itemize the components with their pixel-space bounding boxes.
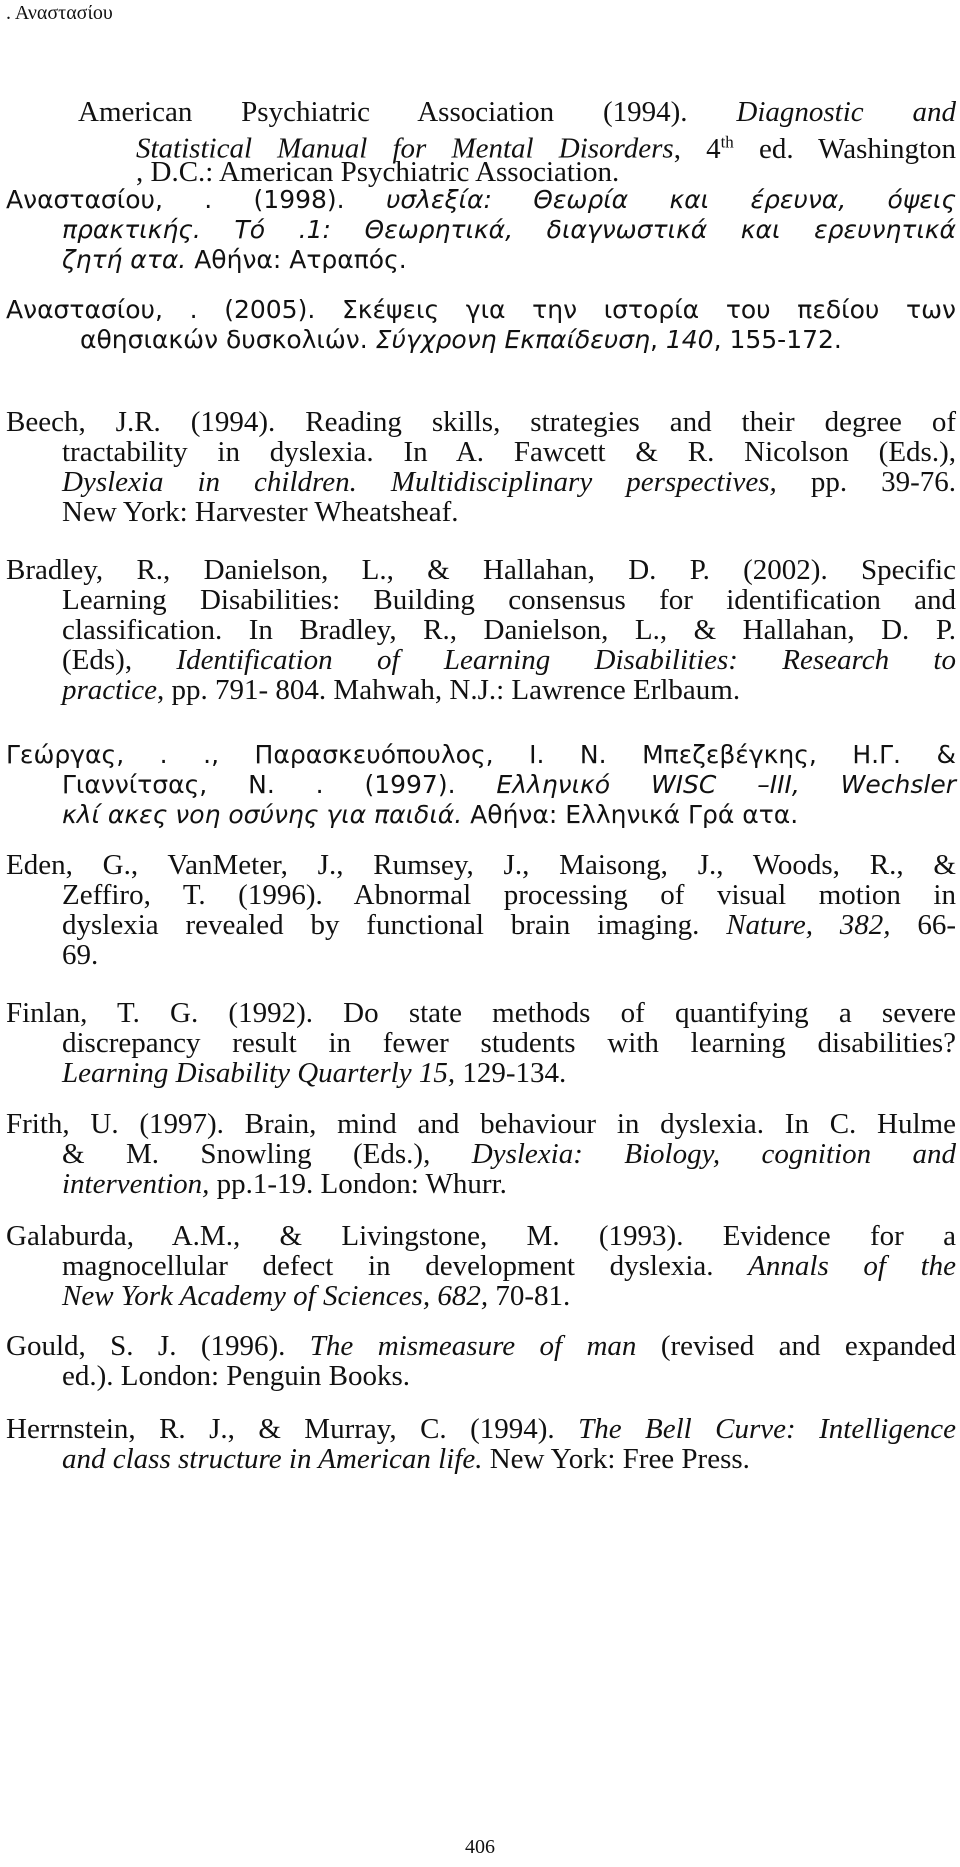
italic-segment: New York Academy of Sciences, 682,	[62, 1280, 489, 1312]
reference-line	[62, 495, 458, 529]
text-segment: Finlan, T. G. (1992). Do state methods of quantifying a severe	[6, 997, 956, 1029]
reference-line	[62, 1359, 410, 1393]
text-segment: Αθήνα: Ατραπός.	[186, 245, 407, 274]
italic-segment: Diagnostic and	[736, 96, 956, 128]
text-segment: Αναστασίου, . (1998).	[6, 185, 386, 214]
italic-segment: πρακτικής. Τό .1: Θεωρητικά, διαγνωστικά και ερευνητικά	[62, 215, 956, 244]
italic-segment: The Bell Curve: Intelligence	[578, 1413, 956, 1445]
text-segment: American Psychiatric Association (1994).	[78, 96, 737, 128]
reference-line	[62, 673, 740, 707]
reference-line	[6, 1329, 956, 1363]
text-segment: Eden, G., VanMeter, J., Rumsey, J., Maisong, J., Woods, R., &	[6, 849, 956, 881]
reference-line	[62, 1279, 570, 1313]
italic-segment: κλί ακες νοη οσύνης για παιδιά.	[62, 800, 463, 829]
reference-line	[6, 996, 956, 1030]
text-segment: Frith, U. (1997). Brain, mind and behaviour in dyslexia. In C. Hulme	[6, 1108, 956, 1140]
reference-line	[62, 613, 956, 647]
italic-segment: Statistical Manual for Mental Disorders	[136, 132, 674, 165]
text-segment: , pp. 791- 804. Mahwah, N.J.: Lawrence Erlbaum.	[157, 674, 741, 706]
text-segment: Αθήνα: Ελληνικά Γρά ατα.	[462, 800, 799, 829]
page-number: 406	[465, 1836, 495, 1858]
italic-segment: Dyslexia in children. Multidisciplinary perspectives,	[62, 466, 777, 498]
text-segment: , D.C.: American Psychiatric Association.	[136, 156, 620, 188]
text-segment: Zeffiro, T. (1996). Abnormal processing of visual motion in	[62, 879, 956, 911]
reference-line	[78, 95, 956, 129]
reference-line	[6, 293, 956, 327]
reference-line	[62, 878, 956, 912]
text-segment: pp.1-19. London: Whurr.	[209, 1168, 507, 1200]
reference-line	[62, 213, 956, 247]
text-segment: discrepancy result in fewer students with learning disabilities?	[62, 1027, 956, 1059]
reference-line	[6, 848, 956, 882]
reference-line	[62, 798, 798, 832]
italic-segment: Annals of the	[748, 1250, 957, 1282]
text-segment: magnocellular defect in development dyslexia.	[62, 1250, 749, 1282]
italic-segment: The mismeasure of man	[309, 1330, 637, 1362]
text-segment: 69.	[62, 939, 99, 971]
text-segment: classification. In Bradley, R., Danielson, L., & Hallahan, D. P.	[62, 614, 956, 646]
italic-segment: υσλεξία: Θεωρία και έρευνα, όψεις	[385, 185, 956, 214]
reference-line	[80, 323, 842, 357]
text-segment: αθησιακών δυσκολιών.	[80, 325, 376, 354]
text-segment: Learning Disabilities: Building consensus for identification and	[62, 584, 956, 616]
reference-line	[62, 908, 956, 942]
reference-line	[62, 583, 956, 617]
text-segment: Γεώργας, . ., Παρασκευόπουλος, Ι. Ν. Μπεζεβέγκης, Η.Γ. &	[6, 740, 956, 769]
text-segment: Galaburda, A.M., & Livingstone, M. (1993). Evidence for a	[6, 1220, 956, 1252]
text-segment: , 155-172.	[713, 325, 842, 354]
italic-segment: and class structure in American life.	[62, 1443, 483, 1475]
reference-line	[6, 1107, 956, 1141]
running-header: . Αναστασίου	[6, 2, 113, 24]
italic-segment: intervention,	[62, 1168, 210, 1200]
text-segment: dyslexia revealed by functional brain imaging.	[62, 909, 727, 941]
text-segment: New York: Free Press.	[482, 1443, 750, 1475]
text-segment: tractability in dyslexia. In A. Fawcett & R. Nicolson (Eds.),	[62, 436, 956, 468]
text-segment: (revised and expanded	[636, 1330, 956, 1362]
text-segment: New York: Harvester Wheatsheaf.	[62, 496, 459, 528]
reference-line	[62, 1137, 956, 1171]
text-segment: (Eds),	[62, 644, 177, 676]
reference-line	[62, 243, 407, 277]
italic-segment: Learning Disability Quarterly 15,	[62, 1057, 456, 1089]
reference-line	[6, 738, 956, 772]
reference-line	[6, 1219, 956, 1253]
reference-line	[62, 435, 956, 469]
italic-segment: Nature, 382,	[726, 909, 891, 941]
italic-segment: ζητή ατα.	[62, 245, 187, 274]
reference-line	[62, 1026, 956, 1060]
text-segment: 70-81.	[488, 1280, 571, 1312]
text-segment: Bradley, R., Danielson, L., & Hallahan, D. P. (2002). Specific	[6, 554, 956, 586]
italic-segment: 140	[665, 325, 714, 354]
reference-line	[62, 1167, 507, 1201]
italic-segment: practice	[62, 674, 158, 706]
reference-line	[62, 1249, 956, 1283]
text-segment: ed.). London: Penguin Books.	[62, 1360, 410, 1392]
text-segment: pp. 39-76.	[776, 466, 956, 498]
text-segment: Beech, J.R. (1994). Reading skills, strategies and their degree of	[6, 406, 956, 438]
text-segment: 129-134.	[455, 1057, 567, 1089]
text-segment: , 4th ed. Washington	[673, 132, 957, 165]
text-segment: ,	[649, 325, 666, 354]
text-segment: Herrnstein, R. J., & Murray, C. (1994).	[6, 1413, 579, 1445]
reference-line	[6, 1412, 956, 1446]
reference-line	[6, 405, 956, 439]
reference-line	[62, 465, 956, 499]
italic-segment: Ελληνικό WISC –III, Wechsler	[496, 770, 956, 799]
reference-line	[62, 1442, 750, 1476]
reference-line	[62, 643, 956, 677]
reference-line	[62, 768, 956, 802]
italic-segment: Dyslexia: Biology, cognition and	[471, 1138, 956, 1170]
text-segment: Gould, S. J. (1996).	[6, 1330, 310, 1362]
text-segment: & M. Snowling (Eds.),	[62, 1138, 472, 1170]
reference-line	[62, 1056, 566, 1090]
reference-line	[6, 183, 956, 217]
reference-line	[62, 938, 98, 972]
italic-segment: Σύγχρονη Εκπαίδευση	[375, 325, 650, 354]
italic-segment: Identification of Learning Disabilities: Research to	[176, 644, 956, 676]
text-segment: Γιαννίτσας, Ν. . (1997).	[62, 770, 497, 799]
text-segment: Αναστασίου, . (2005). Σκέψεις για την ιστορία του πεδίου των	[6, 295, 956, 324]
text-segment: 66-	[890, 909, 957, 941]
reference-line	[6, 553, 956, 587]
